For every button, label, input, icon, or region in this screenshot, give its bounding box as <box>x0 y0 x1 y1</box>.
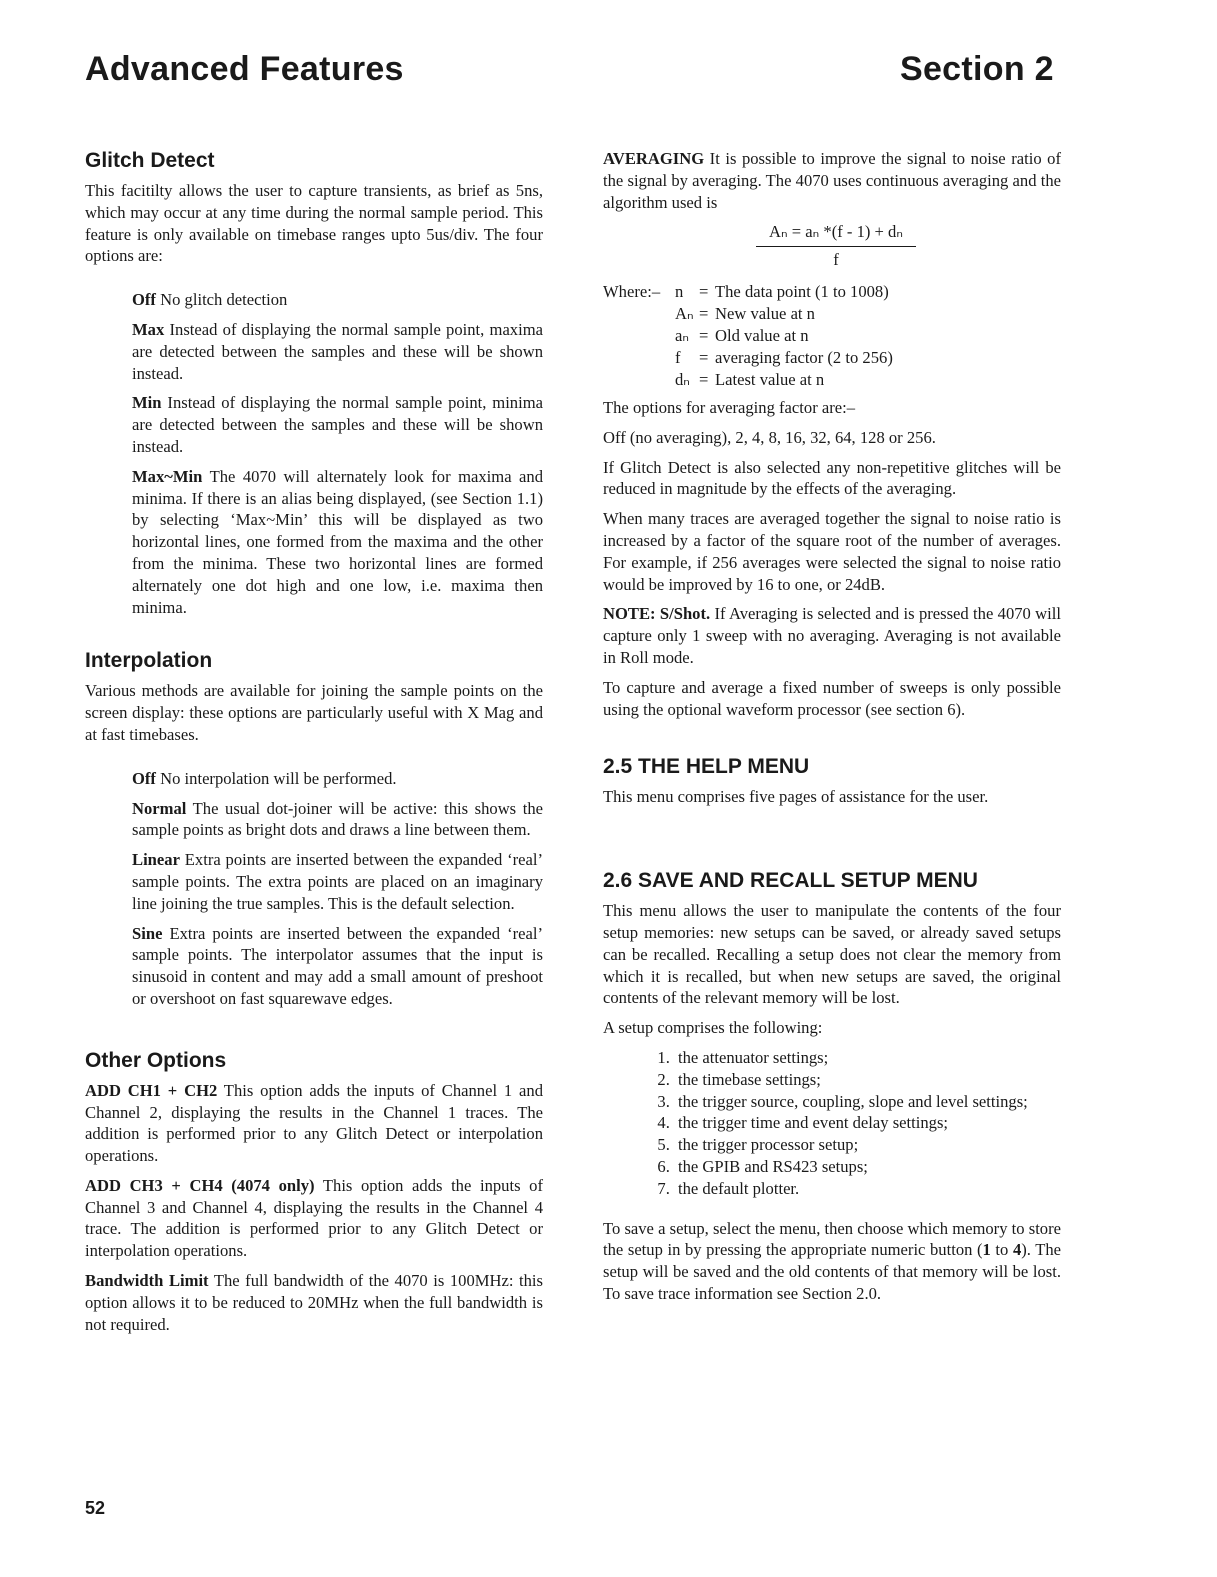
definition-row: Where:– n = The data point (1 to 1008) <box>603 281 889 301</box>
interp-option-sine: Sine Extra points are inserted between the expanded ‘real’ sample points. The interpolator assumes that the input is sinusoid in content and may add a small amount of preshoot or overshoot on fast squarewave edges. <box>132 923 543 1008</box>
other-options-heading: Other Options <box>85 1048 227 1072</box>
list-item: 5. the trigger processor setup; <box>674 1134 1061 1156</box>
averaging-snr-paragraph: When many traces are averaged together the signal to noise ratio is increased by a factor of the square root of the number of averages. For example, if 256 averages were selected the signal to noise ratio would be improved by 16 to one, or 24dB. <box>603 509 1061 594</box>
list-item: 7. the default plotter. <box>674 1178 1061 1200</box>
save-recall-intro: This menu allows the user to manipulate the contents of the four setup memories: new setups can be saved, or already saved setups can be recalled. Recalling a setup does not clear the memory from which it is recalled, but when new setups are saved, the original contents of the relevant memory will be lost. <box>603 901 1061 1008</box>
glitch-detect-heading: Glitch Detect <box>85 149 215 172</box>
other-option-add-ch1-ch2: ADD CH1 + CH2 This option adds the inputs of Channel 1 and Channel 2, displaying the results in the Channel 1 traces. The addition is performed prior to any Glitch Detect or interpolation operations. <box>85 1080 543 1166</box>
save-setup-paragraph: To save a setup, select the menu, then choose which memory to store the setup in by pressing the appropriate numeric button (1 to 4). The setup will be saved and the old contents of that memory will be lost. To save trace information see Section 2.0. <box>603 1218 1061 1303</box>
right-column <box>603 148 1061 1313</box>
definition-row: f = averaging factor (2 to 256) <box>675 347 893 367</box>
averaging-note: NOTE: S/Shot. If Averaging is selected and is pressed the 4070 will capture only 1 sweep with no averaging. Averaging is not available in Roll mode. <box>603 604 1061 667</box>
averaging-glitch-paragraph: If Glitch Detect is also selected any non-repetitive glitches will be reduced in magnitude by the effects of the averaging. <box>603 457 1061 499</box>
definition-row: dₙ = Latest value at n <box>675 369 825 389</box>
formula-numerator: Aₙ = aₙ *(f - 1) + dₙ <box>756 221 916 247</box>
left-column <box>85 148 543 1343</box>
formula-definitions <box>603 281 893 391</box>
averaging-options-list: Off (no averaging), 2, 4, 8, 16, 32, 64, 128 or 256. <box>603 427 936 447</box>
help-menu-heading: 2.5 THE HELP MENU <box>603 755 810 779</box>
interp-option-linear: Linear Extra points are inserted between the expanded ‘real’ sample points. The extra points are placed on an imaginary line joining the true samples. This is the default selection. <box>132 850 543 913</box>
page-title: Advanced Features <box>85 50 404 88</box>
list-item: 2. the timebase settings; <box>674 1069 1061 1091</box>
definition-row: Aₙ = New value at n <box>675 303 815 323</box>
interp-option-off: Off No interpolation will be performed. <box>132 768 397 788</box>
list-item: 4. the trigger time and event delay settings; <box>674 1112 1061 1134</box>
page-number: 52 <box>85 1498 106 1518</box>
glitch-option-max: Max Instead of displaying the normal sample point, maxima are detected between the samples and these will be shown instead. <box>132 319 543 383</box>
list-item: 3. the trigger source, coupling, slope and level settings; <box>674 1091 1061 1113</box>
interp-option-normal: Normal The usual dot-joiner will be active: this shows the sample points as bright dots and draws a line between them. <box>132 798 543 840</box>
section-label: Section 2 <box>900 50 1054 88</box>
list-item: 1. the attenuator settings; <box>674 1047 1061 1069</box>
list-item: 6. the GPIB and RS423 setups; <box>674 1156 1061 1178</box>
setup-contents-list <box>603 1047 1061 1200</box>
glitch-option-min: Min Instead of displaying the normal sample point, minima are detected between the samples and these will be shown instead. <box>132 393 543 456</box>
definition-row: aₙ = Old value at n <box>675 325 809 345</box>
averaging-options-intro: The options for averaging factor are:– <box>603 397 856 417</box>
save-recall-heading: 2.6 SAVE AND RECALL SETUP MENU <box>603 869 978 893</box>
glitch-detect-intro: This facitilty allows the user to capture transients, as brief as 5ns, which may occur at any time during the normal sample period. This feature is only available on timebase ranges upto 5us/div. The four options are: <box>85 181 543 266</box>
averaging-paragraph: AVERAGING It is possible to improve the signal to noise ratio of the signal by averaging. The 4070 uses continuous averaging and the algorithm used is <box>603 149 1061 212</box>
setup-list-intro: A setup comprises the following: <box>603 1018 823 1038</box>
averaging-capture-paragraph: To capture and average a fixed number of sweeps is only possible using the optional waveform processor (see section 6). <box>603 677 1061 719</box>
other-option-add-ch3-ch4: ADD CH3 + CH4 (4074 only) This option adds the inputs of Channel 3 and Channel 4, displaying the results in the Channel 4 trace. The addition is performed prior to any Glitch Detect or interpolation operations. <box>85 1175 543 1261</box>
interpolation-intro: Various methods are available for joining the sample points on the screen display: these options are particularly useful with X Mag and at fast timebases. <box>85 681 543 744</box>
averaging-formula <box>756 221 916 271</box>
glitch-option-maxmin: Max~Min The 4070 will alternately look for maxima and minima. If there is an alias being displayed, (see Section 1.1) by selecting ‘Max~Min’ this will be displayed as two horizontal lines, one formed from the maxima and the other from the minima. These two horizontal lines are formed alternately one dot high and one low, i.e. maxima then minima. <box>132 466 543 617</box>
interpolation-heading: Interpolation <box>85 649 213 673</box>
formula-denominator: f <box>833 250 839 270</box>
help-menu-text: This menu comprises five pages of assistance for the user. <box>603 787 989 807</box>
other-option-bandwidth-limit: Bandwidth Limit The full bandwidth of the 4070 is 100MHz: this option allows it to be reduced to 20MHz when the full bandwidth is not required. <box>85 1271 543 1334</box>
glitch-option-off: Off No glitch detection <box>132 290 288 310</box>
